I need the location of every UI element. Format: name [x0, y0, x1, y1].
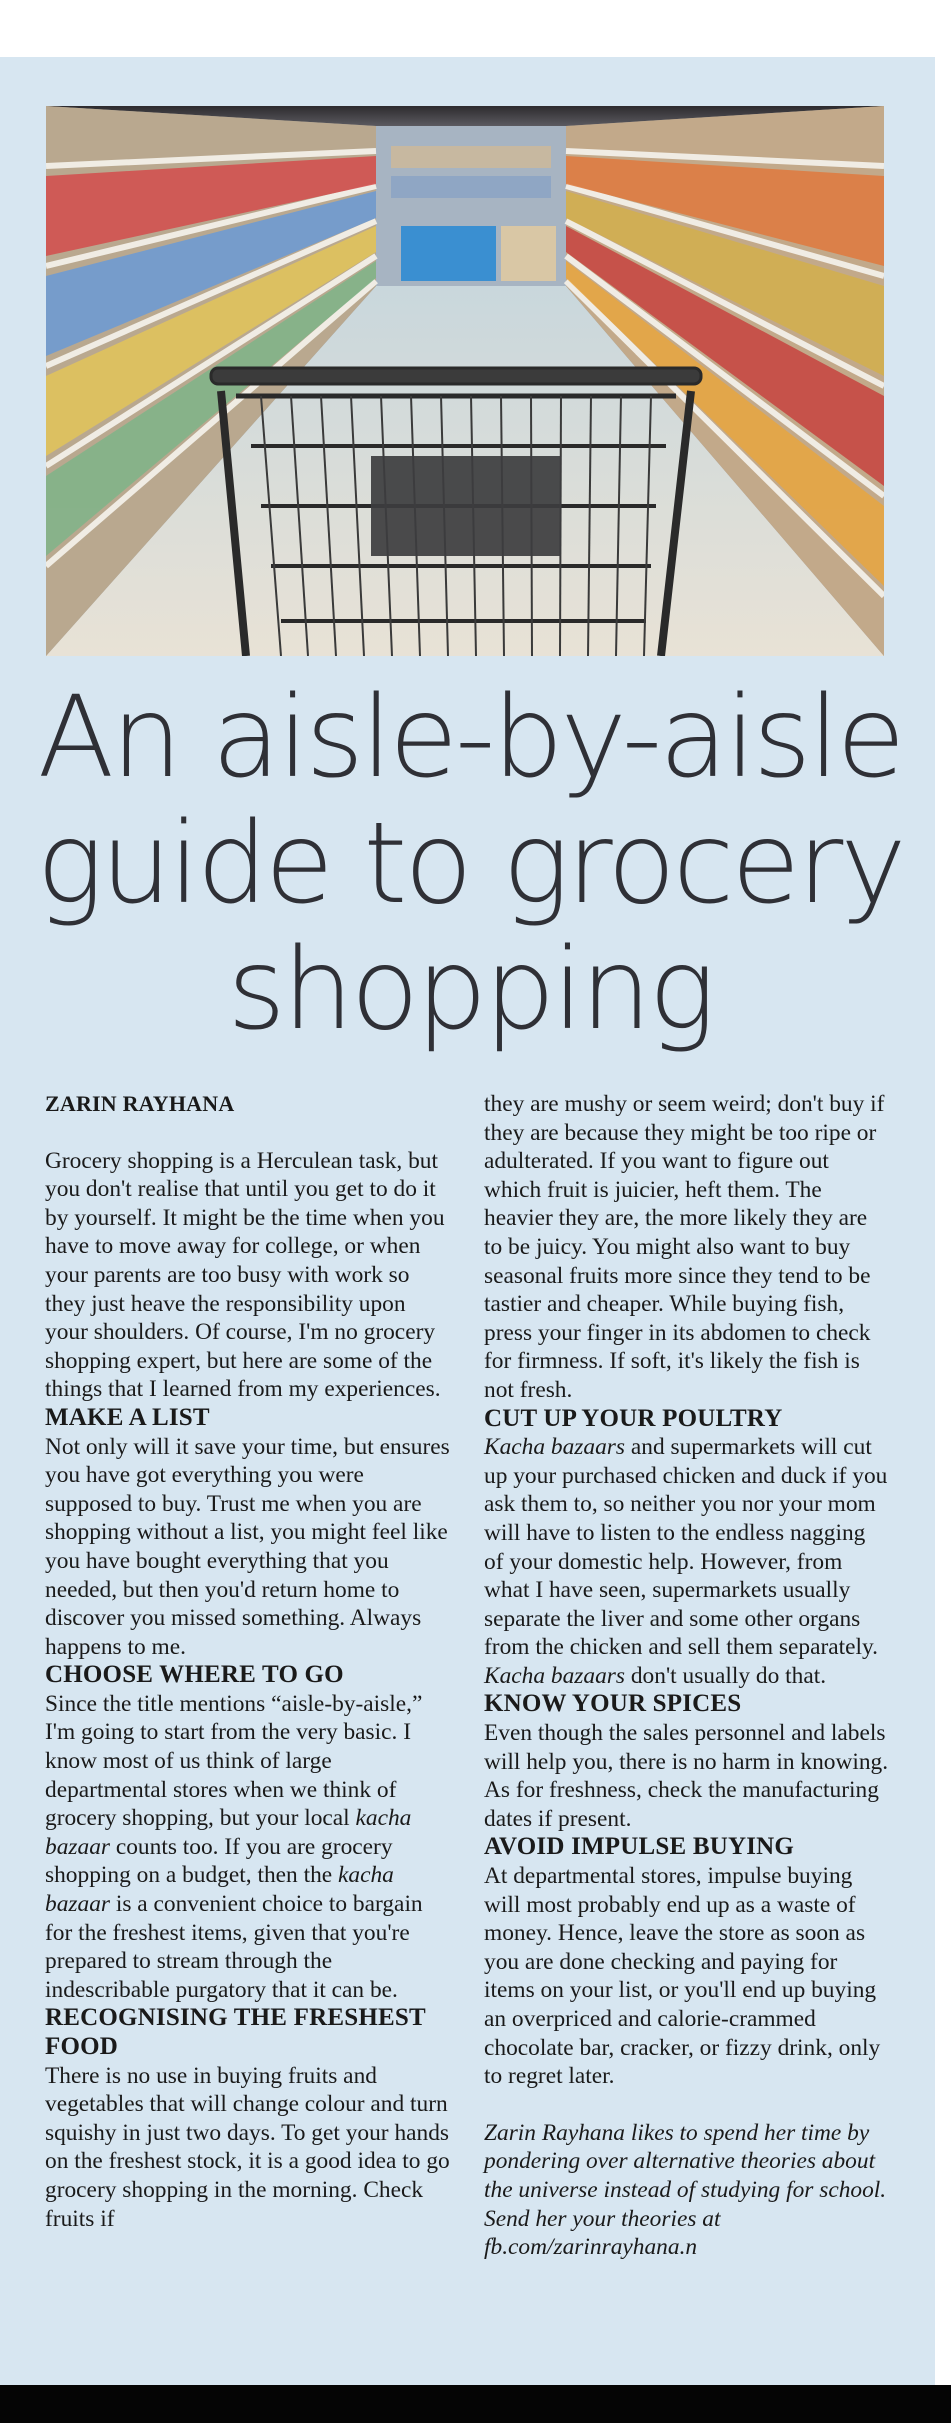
article-column-left — [45, 1090, 450, 2233]
where-italic-1: kacha bazaar — [45, 1805, 412, 1860]
where-italic-2: kacha bazaar — [45, 1862, 394, 1918]
section-heading-spices: KNOW YOUR SPICES — [484, 1690, 742, 1718]
section-heading-poultry: CUT UP YOUR POULTRY — [484, 1404, 783, 1432]
headline-line-1: An aisle-by-aisle — [37, 673, 903, 803]
section-heading-where: CHOOSE WHERE TO GO — [45, 1661, 344, 1689]
section-body-where — [45, 1690, 450, 2005]
article-column-right — [484, 1090, 889, 2262]
poultry-italic-2: Kacha bazaars — [484, 1662, 626, 1689]
intro-paragraph: Grocery shopping is a Herculean task, but you don't realise that until you get to do it by yourself. It might be the time when you have to move away for college, or when your parents are too busy with work so they just heave the responsibility upon your shoulders. Of course, I'm no grocery shopping expert, but here are some of the things that I learned from my experiences. — [45, 1147, 445, 1403]
page-bottom-bar — [0, 2385, 951, 2423]
section-heading-list: MAKE A LIST — [45, 1403, 210, 1431]
section-body-fresh-right: they are mushy or seem weird; don't buy if they are because they might be too ripe or adulterated. If you want to figure out which fruit is juicier, heft them. The heavier they are, the more likely they are to be juicy. You might also want to buy seasonal fruits more since they tend to be tastier and cheaper. While buying fish, press your finger in its abdomen to check for firmness. If soft, it's likely the fish is not fresh. — [484, 1091, 885, 1403]
section-body-poultry — [484, 1433, 889, 1690]
article-headline — [30, 675, 910, 1053]
page-margin — [935, 57, 951, 2385]
where-text-1: Since the title mentions “aisle-by-aisle,” I'm going to start from the very basic. I know most of us think of large departmental stores when we think of grocery shopping, but your local — [45, 1690, 423, 1832]
poultry-text-1: and supermarkets will cut up your purchased chicken and duck if you ask them to, so neither you nor your mom will have to listen to the endless nagging of your domestic help. However, from what I have seen, supermarkets usually separate the liver and some other organs from the chicken and sell them separately. — [484, 1434, 888, 1661]
section-body-fresh-left: There is no use in buying fruits and vegetables that will change colour and turn squishy in just two days. To get your hands on the freshest stock, it is a good idea to go grocery shopping in the morning. Check fruits if — [45, 2062, 450, 2232]
where-text-2: counts too. If you are grocery shopping on a budget, then the — [45, 1833, 393, 1889]
poultry-italic-1: Kacha bazaars — [484, 1434, 626, 1461]
author-byline: ZARIN RAYHANA — [45, 1091, 235, 1116]
section-heading-impulse: AVOID IMPULSE BUYING — [484, 1833, 795, 1861]
poultry-text-2: don't usually do that. — [625, 1662, 827, 1689]
where-text-3: is a convenient choice to bargain for the freshest items, given that you're prepared to stream through the indescribable purgatory that it can be. — [45, 1891, 423, 2003]
section-heading-fresh: RECOGNISING THE FRESHEST FOOD — [45, 2004, 426, 2060]
headline-line-3: shopping — [227, 925, 713, 1055]
section-body-list: Not only will it save your time, but ensures you have got everything you were supposed to buy. Trust me when you are shopping without a list, you might feel like you have bought everything that you needed, but then you'd return home to discover you missed something. Always happens to me. — [45, 1433, 450, 1660]
headline-line-2: guide to grocery — [36, 799, 904, 929]
section-body-spices: Even though the sales personnel and labels will help you, there is no harm in knowing. As for freshness, check the manufacturing dates if present. — [484, 1720, 889, 1832]
section-body-impulse: At departmental stores, impulse buying will most probably end up as a waste of money. Hence, leave the store as soon as you are done checking and paying for items on your list, or you'll end up buying an overpriced and calorie-crammed chocolate bar, cracker, or fizzy drink, only to regret later. — [484, 1863, 881, 2090]
author-note: Zarin Rayhana likes to spend her time by pondering over alternative theories about the universe instead of studying for school. Send her your theories at fb.com/zarinrayhana.n — [484, 2119, 887, 2261]
shopping-cart-photo — [46, 106, 884, 656]
